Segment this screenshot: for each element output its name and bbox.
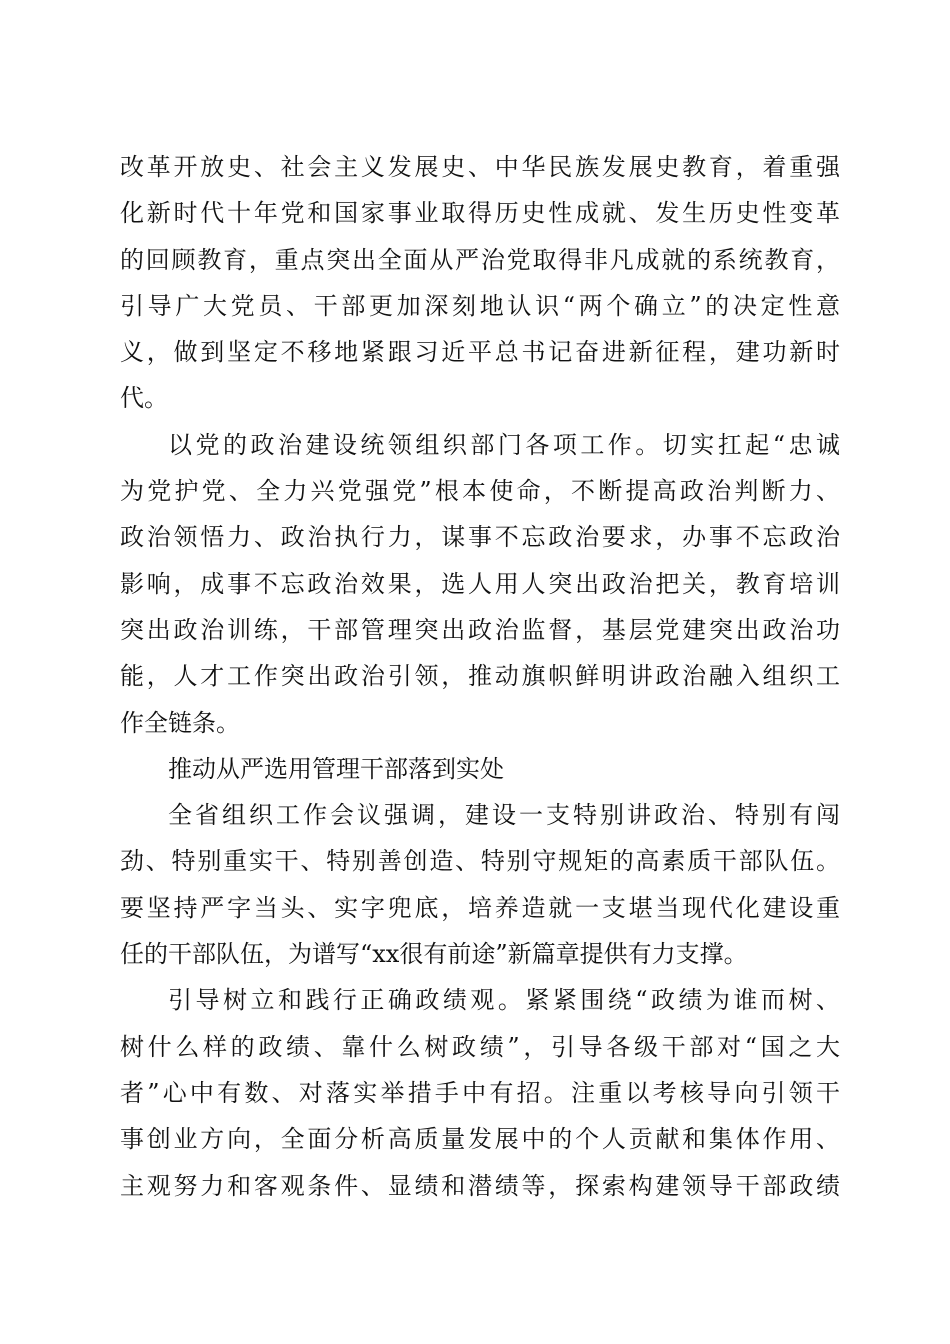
- text-line: 者”心中有数、对落实举措手中有招。注重以考核导向引领干: [120, 1078, 840, 1107]
- text-line: 要坚持严字当头、实字兜底，培养造就一支堪当现代化建设重: [120, 893, 840, 922]
- text-line: 突出政治训练，干部管理突出政治监督，基层党建突出政治功: [120, 615, 840, 644]
- text-line: 代。: [120, 384, 168, 413]
- text-line: 任的干部队伍，为谱写“xx很有前途”新篇章提供有力支撑。: [120, 940, 748, 969]
- text-line: 劲、特别重实干、特别善创造、特别守规矩的高素质干部队伍。: [120, 847, 840, 876]
- text-line: 作全链条。: [120, 708, 240, 737]
- text-line: 事创业方向，全面分析高质量发展中的个人贡献和集体作用、: [120, 1125, 840, 1154]
- text-line: 能，人才工作突出政治引领，推动旗帜鲜明讲政治融入组织工: [120, 662, 840, 691]
- text-line: 主观努力和客观条件、显绩和潜绩等，探索构建领导干部政绩: [120, 1171, 840, 1200]
- text-line: 义，做到坚定不移地紧跟习近平总书记奋进新征程，建功新时: [120, 338, 840, 367]
- text-line: 政治领悟力、政治执行力，谋事不忘政治要求，办事不忘政治: [120, 523, 840, 552]
- document-body: [120, 144, 840, 1209]
- text-line: 的回顾教育，重点突出全面从严治党取得非凡成就的系统教育，: [120, 245, 840, 274]
- text-line: 化新时代十年党和国家事业取得历史性成就、发生历史性变革: [120, 199, 840, 228]
- text-line: 为党护党、全力兴党强党”根本使命，不断提高政治判断力、: [120, 477, 840, 506]
- text-line: 引导广大党员、干部更加深刻地认识“两个确立”的决定性意: [120, 291, 840, 320]
- text-line: 引导树立和践行正确政绩观。紧紧围绕“政绩为谁而树、: [168, 986, 840, 1015]
- text-line: 全省组织工作会议强调，建设一支特别讲政治、特别有闯: [168, 801, 840, 830]
- text-line: 影响，成事不忘政治效果，选人用人突出政治把关，教育培训: [120, 569, 840, 598]
- text-line: 改革开放史、社会主义发展史、中华民族发展史教育，着重强: [120, 153, 840, 181]
- text-line: 推动从严选用管理干部落到实处: [168, 754, 504, 783]
- text-line: 树什么样的政绩、靠什么树政绩”，引导各级干部对“国之大: [120, 1032, 840, 1061]
- text-line: 以党的政治建设统领组织部门各项工作。切实扛起“忠诚: [168, 430, 840, 459]
